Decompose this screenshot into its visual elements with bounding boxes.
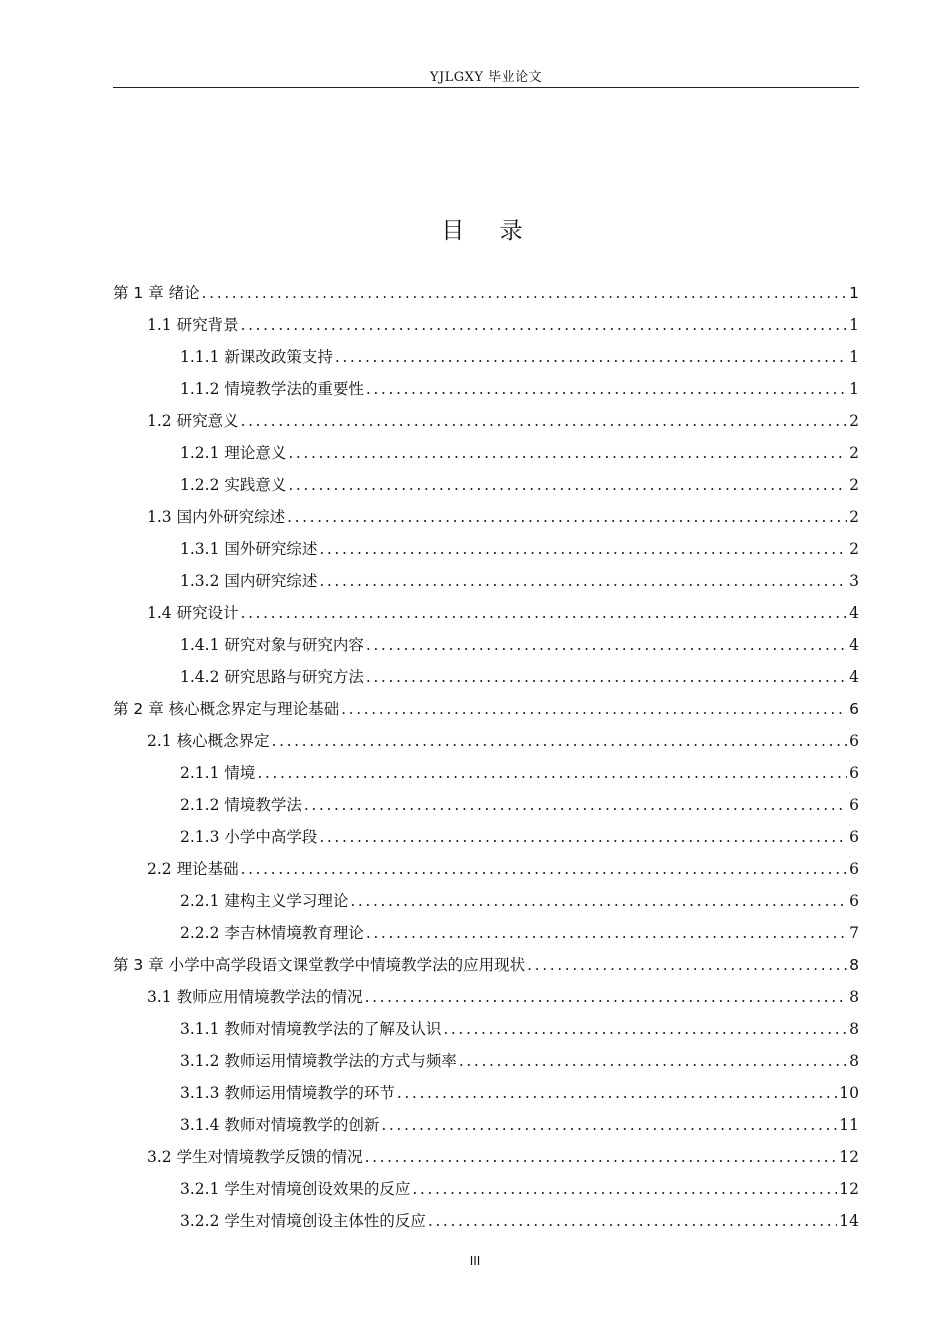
toc-entry-page: 6 — [849, 828, 859, 846]
toc-entry-label: 1.1.1 新课改政策支持 — [180, 348, 333, 366]
toc-dot-leader — [341, 693, 847, 725]
toc-entry[interactable] — [113, 469, 859, 501]
toc-entry[interactable] — [113, 1109, 859, 1141]
toc-entry-label: 1.4.1 研究对象与研究内容 — [180, 636, 364, 654]
toc-entry-page: 6 — [849, 860, 859, 878]
toc-entry-page: 3 — [849, 572, 859, 590]
toc-entry[interactable] — [113, 917, 859, 949]
toc-entry[interactable] — [113, 277, 859, 309]
toc-entry-label: 第 3 章 小学中高学段语文课堂教学中情境教学法的应用现状 — [113, 956, 526, 974]
toc-entry[interactable] — [113, 693, 859, 725]
toc-entry-page: 6 — [849, 892, 859, 910]
toc-entry-page: 4 — [849, 636, 859, 654]
toc-entry-page: 12 — [839, 1180, 859, 1198]
toc-entry[interactable] — [113, 341, 859, 373]
toc-entry-label: 2.2.1 建构主义学习理论 — [180, 892, 349, 910]
toc-entry-page: 8 — [849, 988, 859, 1006]
toc-dot-leader — [366, 661, 847, 693]
toc-entry[interactable] — [113, 597, 859, 629]
toc-entry[interactable] — [113, 629, 859, 661]
toc-dot-leader — [319, 533, 847, 565]
toc-entry-label: 1.4.2 研究思路与研究方法 — [180, 668, 364, 686]
toc-entry-page: 8 — [849, 1052, 859, 1070]
toc-entry-label: 3.1.1 教师对情境教学法的了解及认识 — [180, 1020, 442, 1038]
toc-dot-leader — [381, 1109, 837, 1141]
toc-entry[interactable] — [113, 501, 859, 533]
toc-dot-leader — [527, 949, 847, 981]
toc-entry-label: 第 2 章 核心概念界定与理论基础 — [113, 700, 340, 718]
page-title: 目 录 — [441, 218, 537, 244]
toc-entry-page: 2 — [849, 444, 859, 462]
toc-entry-page: 1 — [849, 380, 859, 398]
toc-entry-page: 6 — [849, 732, 859, 750]
toc-entry-page: 2 — [849, 476, 859, 494]
toc-entry[interactable] — [113, 373, 859, 405]
toc-dot-leader — [257, 757, 847, 789]
toc-entry-label: 3.1 教师应用情境教学法的情况 — [147, 988, 363, 1006]
toc-entry-label: 2.2.2 李吉林情境教育理论 — [180, 924, 364, 942]
toc-entry-label: 1.2.1 理论意义 — [180, 444, 287, 462]
toc-dot-leader — [304, 789, 847, 821]
toc-dot-leader — [202, 277, 847, 309]
toc-dot-leader — [350, 885, 847, 917]
toc-entry-label: 1.2.2 实践意义 — [180, 476, 287, 494]
toc-entry[interactable] — [113, 405, 859, 437]
toc-entry-label: 3.2 学生对情境教学反馈的情况 — [147, 1148, 363, 1166]
toc-entry-page: 2 — [849, 412, 859, 430]
toc-entry-page: 1 — [849, 348, 859, 366]
toc-dot-leader — [335, 341, 847, 373]
toc-entry-label: 2.2 理论基础 — [147, 860, 239, 878]
toc-entry[interactable] — [113, 1013, 859, 1045]
toc-dot-leader — [459, 1045, 847, 1077]
toc-dot-leader — [241, 597, 848, 629]
toc-dot-leader — [241, 853, 848, 885]
toc-entry[interactable] — [113, 1077, 859, 1109]
toc-entry-label: 1.3.2 国内研究综述 — [180, 572, 318, 590]
toc-entry-label: 1.3 国内外研究综述 — [147, 508, 286, 526]
toc-dot-leader — [319, 821, 847, 853]
toc-entry-page: 12 — [839, 1148, 859, 1166]
toc-entry[interactable] — [113, 437, 859, 469]
toc-entry[interactable] — [113, 757, 859, 789]
toc-entry-label: 1.4 研究设计 — [147, 604, 239, 622]
toc-entry[interactable] — [113, 1173, 859, 1205]
toc-entry[interactable] — [113, 821, 859, 853]
toc-entry-label: 2.1.3 小学中高学段 — [180, 828, 318, 846]
running-header: YJLGXY 毕业论文 — [429, 70, 543, 85]
toc-dot-leader — [443, 1013, 847, 1045]
table-of-contents — [113, 277, 859, 1237]
toc-entry[interactable] — [113, 949, 859, 981]
toc-dot-leader — [241, 309, 848, 341]
toc-entry-label: 2.1.1 情境 — [180, 764, 256, 782]
toc-entry-page: 8 — [849, 1020, 859, 1038]
toc-dot-leader — [397, 1077, 837, 1109]
header-divider — [113, 87, 859, 88]
toc-dot-leader — [288, 469, 847, 501]
toc-entry[interactable] — [113, 1045, 859, 1077]
toc-entry-label: 2.1.2 情境教学法 — [180, 796, 302, 814]
toc-entry[interactable] — [113, 789, 859, 821]
toc-entry-label: 2.1 核心概念界定 — [147, 732, 270, 750]
toc-entry-page: 6 — [849, 764, 859, 782]
toc-entry-page: 1 — [849, 284, 859, 302]
toc-dot-leader — [365, 981, 848, 1013]
toc-entry-label: 3.1.2 教师运用情境教学法的方式与频率 — [180, 1052, 457, 1070]
toc-dot-leader — [366, 629, 847, 661]
toc-entry-label: 1.2 研究意义 — [147, 412, 239, 430]
toc-entry[interactable] — [113, 661, 859, 693]
toc-entry-page: 6 — [849, 796, 859, 814]
toc-dot-leader — [366, 917, 847, 949]
toc-dot-leader — [428, 1205, 837, 1237]
toc-entry[interactable] — [113, 1141, 859, 1173]
toc-entry[interactable] — [113, 885, 859, 917]
toc-dot-leader — [412, 1173, 837, 1205]
toc-dot-leader — [319, 565, 847, 597]
toc-entry[interactable] — [113, 565, 859, 597]
toc-entry-page: 14 — [839, 1212, 859, 1230]
toc-entry[interactable] — [113, 853, 859, 885]
toc-entry-label: 3.2.1 学生对情境创设效果的反应 — [180, 1180, 411, 1198]
toc-entry-page: 7 — [849, 924, 859, 942]
toc-entry-page: 10 — [839, 1084, 859, 1102]
toc-entry[interactable] — [113, 981, 859, 1013]
toc-dot-leader — [365, 1141, 838, 1173]
toc-entry-page: 4 — [849, 604, 859, 622]
toc-entry-label: 1.1.2 情境教学法的重要性 — [180, 380, 364, 398]
toc-entry-label: 3.1.4 教师对情境教学的创新 — [180, 1116, 380, 1134]
toc-entry-page: 1 — [849, 316, 859, 334]
toc-entry-label: 第 1 章 绪论 — [113, 284, 200, 302]
toc-entry-label: 1.3.1 国外研究综述 — [180, 540, 318, 558]
toc-entry[interactable] — [113, 725, 859, 757]
toc-entry[interactable] — [113, 533, 859, 565]
toc-dot-leader — [272, 725, 848, 757]
toc-entry[interactable] — [113, 309, 859, 341]
toc-entry-page: 11 — [839, 1116, 859, 1134]
toc-entry-page: 2 — [849, 508, 859, 526]
page-number: III — [469, 1254, 481, 1268]
toc-dot-leader — [366, 373, 847, 405]
toc-entry-page: 2 — [849, 540, 859, 558]
toc-entry-label: 1.1 研究背景 — [147, 316, 239, 334]
toc-dot-leader — [287, 501, 847, 533]
toc-entry[interactable] — [113, 1205, 859, 1237]
toc-dot-leader — [288, 437, 847, 469]
toc-entry-page: 6 — [849, 700, 859, 718]
toc-entry-page: 4 — [849, 668, 859, 686]
toc-entry-label: 3.2.2 学生对情境创设主体性的反应 — [180, 1212, 426, 1230]
toc-entry-label: 3.1.3 教师运用情境教学的环节 — [180, 1084, 395, 1102]
toc-entry-page: 8 — [849, 956, 859, 974]
toc-dot-leader — [241, 405, 848, 437]
